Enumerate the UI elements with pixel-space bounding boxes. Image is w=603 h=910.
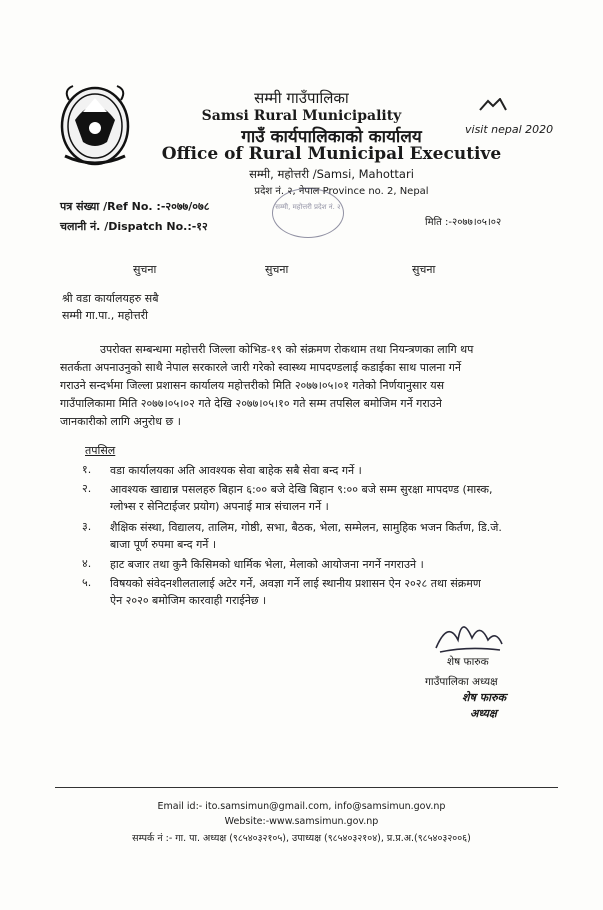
footer-divider (55, 787, 558, 788)
municipality-name-nepali: सम्मी गाउँपालिका (254, 89, 349, 107)
letter-date: मिति :-२०७७।०५।०२ (425, 217, 502, 228)
body-line-3: गराउने सन्दर्भमा जिल्ला प्रशासन कार्यालय महोत्तरीको मिति २०७७।०५।०१ गतेको निर्णयानुसार यस (60, 379, 445, 392)
list-item-continued: बाजा पूर्ण रुपमा बन्द गर्ने । (110, 538, 217, 551)
list-item: हाट बजार तथा कुनै किसिमको धार्मिक भेला, मेलाको आयोजना नगर्ने नगराउने । (110, 558, 424, 571)
footer-email: Email id:- ito.samsimun@gmail.com, info@samsimun.gov.np (157, 801, 446, 812)
list-item-continued: ग्लोभ्स र सेनिटाईजर प्रयोग) अपनाई मात्र संचालन गर्ने । (110, 500, 329, 513)
signature-scribble-icon (428, 610, 508, 660)
list-item-continued: ऐन २०२० बमोजिम कारवाही गराईनेछ । (110, 594, 267, 607)
dispatch-number: चलानी नं. /Dispatch No.:-१२ (60, 220, 208, 233)
footer-website: Website:-www.samsimun.gov.np (224, 816, 379, 827)
address-line-1: सम्मी, महोत्तरी /Samsi, Mahottari (249, 167, 414, 181)
office-stamp: सम्मी, महोत्तरी प्रदेश नं. २ (272, 188, 344, 238)
signatory-name: शेष फारुक (447, 656, 489, 668)
visit-nepal-logo-text: visit nepal 2020 (465, 123, 554, 136)
signatory-stamp-name: शेष फारुक (462, 691, 507, 704)
notice-label-3: सुचना (412, 263, 436, 276)
list-item: आवश्यक खाद्यान्न पसलहरु बिहान ६:०० बजे देखि बिहान ९:०० बजे सम्म सुरक्षा मापदण्ड (मास्क, (110, 483, 493, 496)
footer-contact: सम्पर्क नं :- गा. पा. अध्यक्ष (९८५४०३२१०५), उपाध्यक्ष (९८५४०३२१०४), प्र.प्र.अ.(९८५४०३२००६) (132, 833, 471, 844)
body-line-2: सतर्कता अपनाउनुको साथै नेपाल सरकारले जारी गरेको स्वास्थ्य मापदण्डलाई कडाईका साथ पालना गर्ने (60, 361, 462, 374)
office-name-english: Office of Rural Municipal Executive (161, 144, 502, 164)
notice-label-2: सुचना (265, 263, 289, 276)
notice-label-1: सुचना (133, 263, 157, 276)
body-line-1: उपरोक्त सम्बन्धमा महोत्तरी जिल्ला कोभिड-१९ को संक्रमण रोकथाम तथा नियन्त्रणका लागि थप (100, 343, 474, 356)
list-item: विषयको संवेदनशीलतालाई अटेर गर्ने, अवज्ञा गर्ने लाई स्थानीय प्रशासन ऐन २०२८ तथा संक्रमण (110, 577, 481, 590)
office-name-nepali: गाउँ कार्यपालिकाको कार्यालय (241, 127, 422, 147)
body-line-4: गाउँपालिकामा मिति २०७७।०५।०२ गते देखि २०७७।०५।१० गते सम्म तपसिल बमोजिम गर्ने गराउने (60, 397, 442, 410)
signatory-stamp-title: अध्यक्ष (470, 707, 497, 720)
item-number: ५. (82, 576, 92, 589)
item-number: ४. (82, 557, 92, 570)
list-item: शैक्षिक संस्था, विद्यालय, तालिम, गोष्ठी, सभा, बैठक, भेला, सम्मेलन, सामुहिक भजन किर्तण, डि.जे. (110, 521, 502, 534)
recipient-line-2: सम्मी गा.पा., महोत्तरी (62, 309, 148, 322)
signatory-title: गाउँपालिका अध्यक्ष (425, 676, 498, 688)
tapasil-heading: तपसिल (85, 444, 116, 457)
ref-number: पत्र संख्या /Ref No. :-२०७७/०७८ (60, 200, 210, 213)
municipality-name-english: Samsi Rural Municipality (201, 108, 402, 124)
list-item: वडा कार्यालयका अति आवश्यक सेवा बाहेक सबै सेवा बन्द गर्ने । (110, 464, 362, 477)
body-line-5: जानकारीको लागि अनुरोध छ । (60, 415, 181, 428)
recipient-line-1: श्री वडा कार्यालयहरु सबै (62, 292, 159, 305)
address-line-2: प्रदेश नं. २, नेपाल Province no. 2, Nepal (254, 186, 429, 197)
item-number: २. (82, 482, 92, 495)
item-number: ३. (82, 520, 92, 533)
item-number: १. (82, 463, 92, 476)
